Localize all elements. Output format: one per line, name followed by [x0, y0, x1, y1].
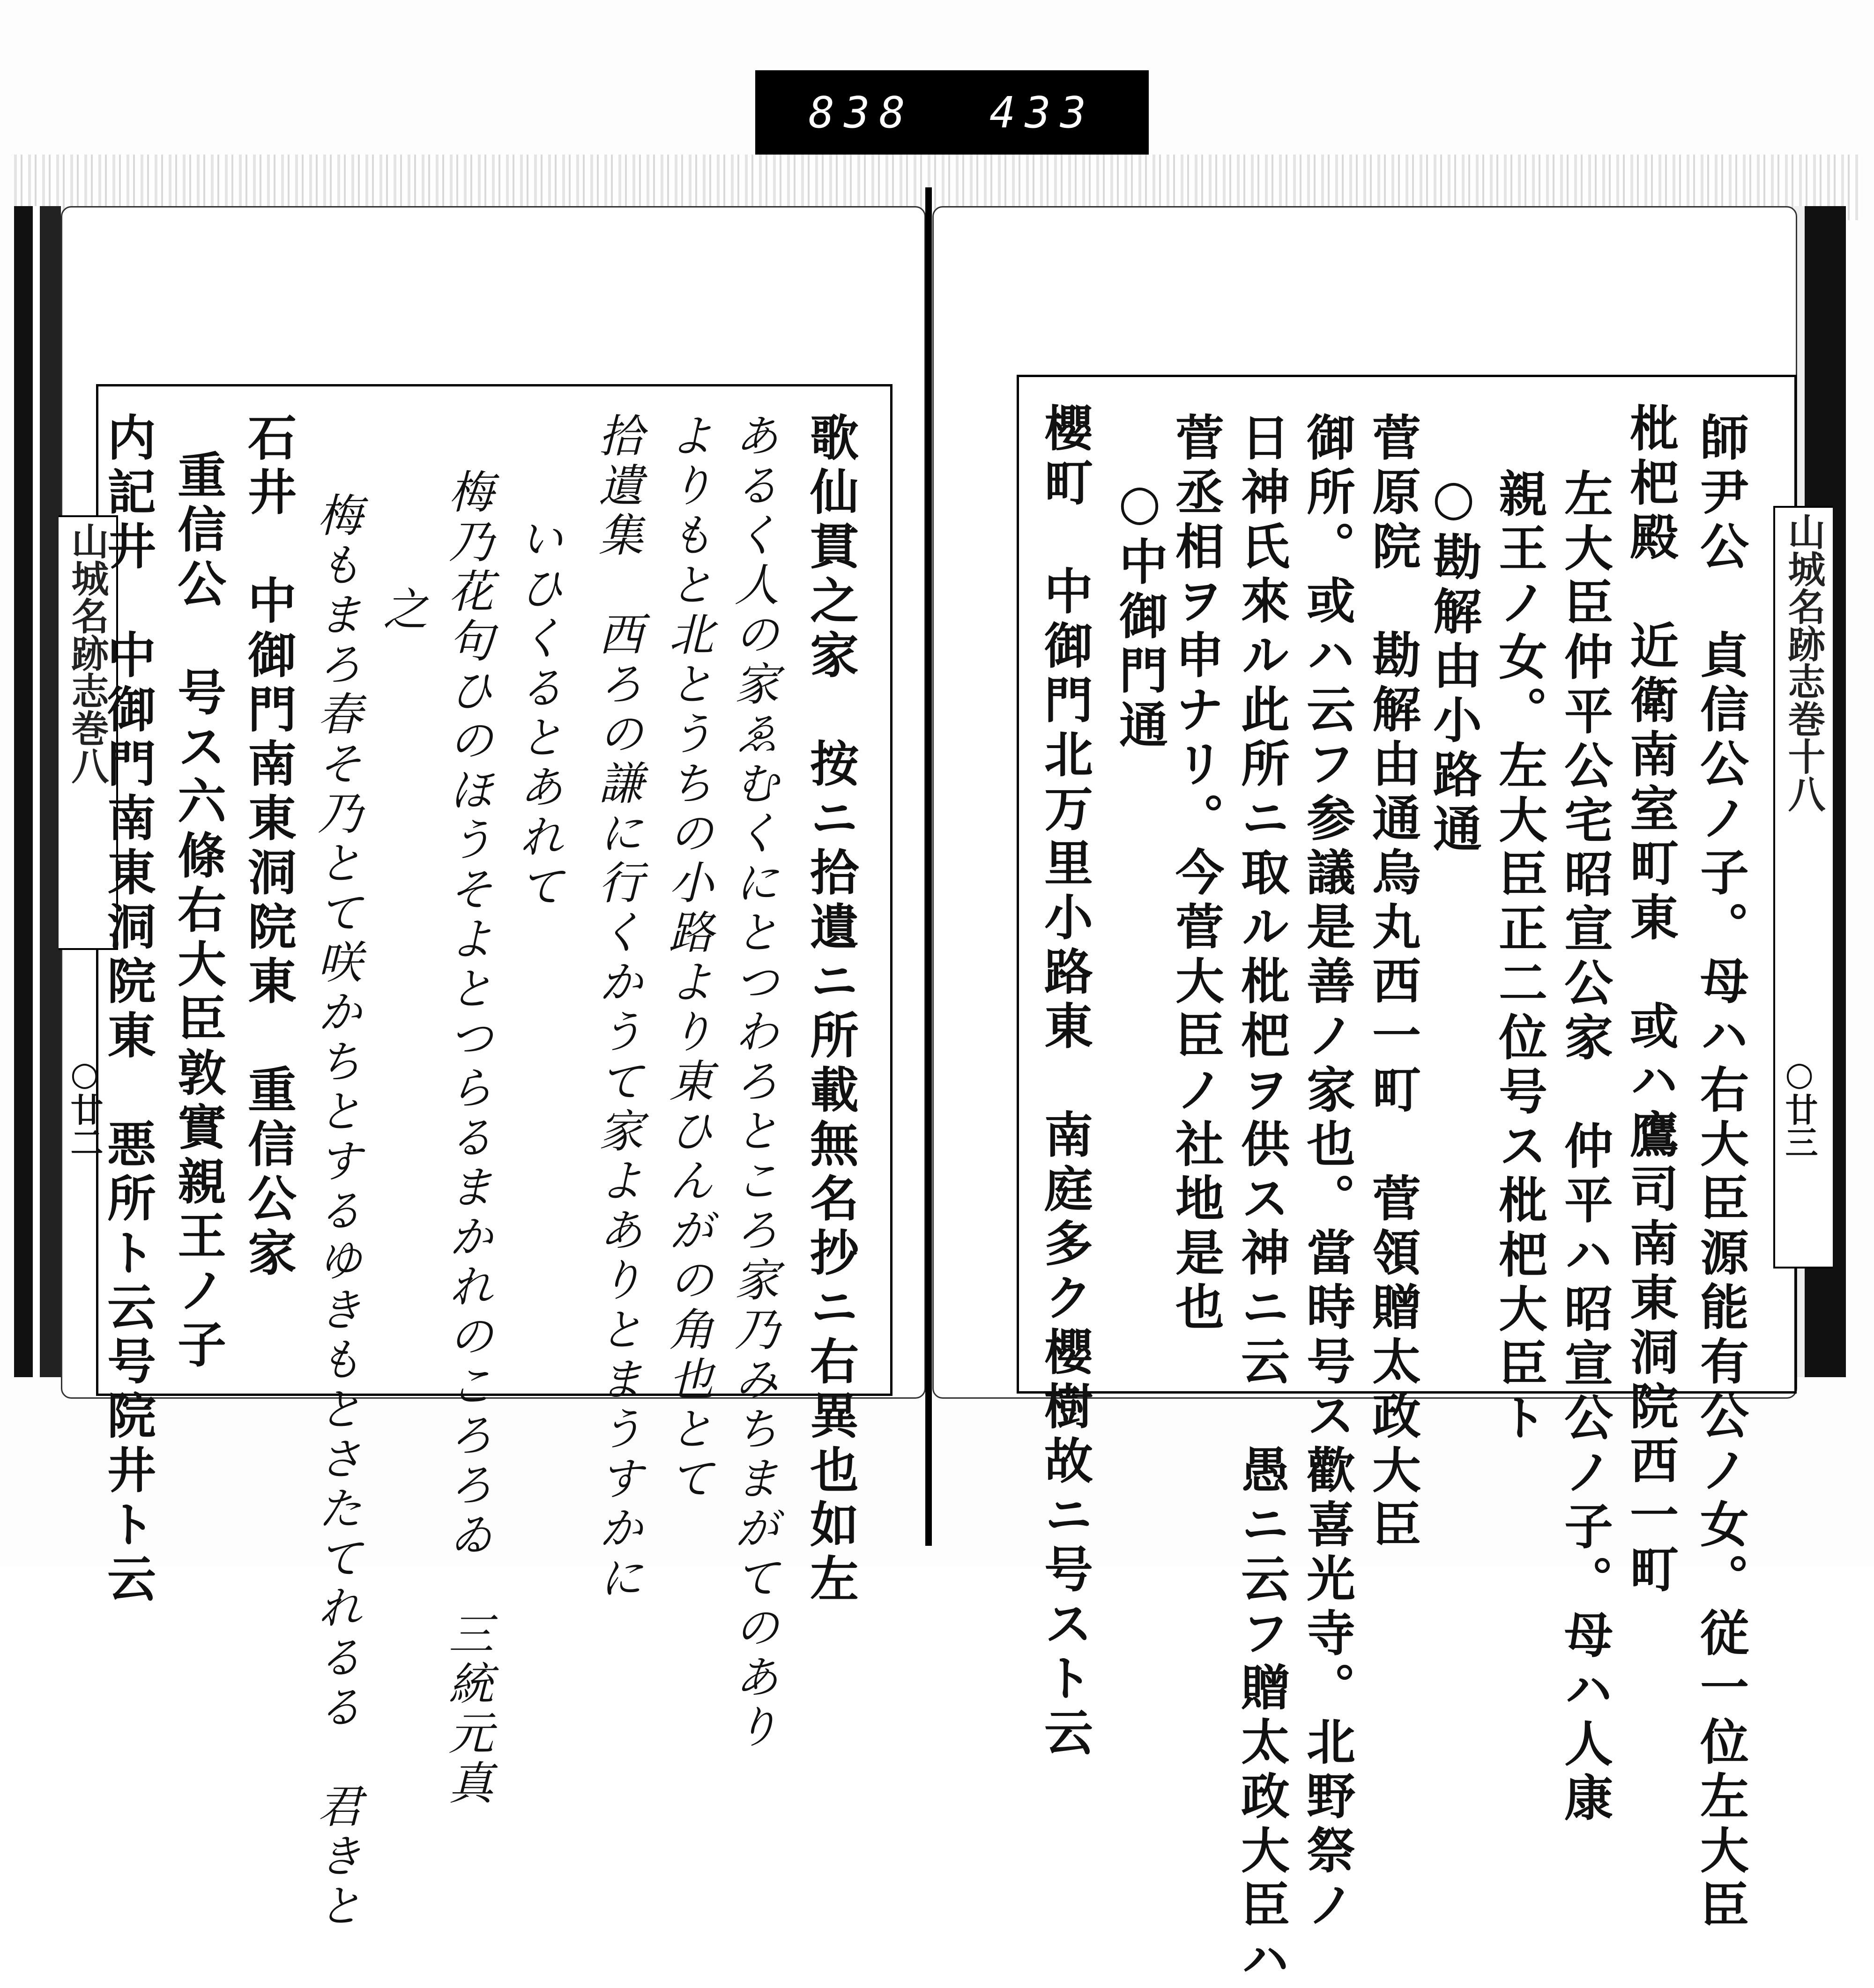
right-column-10: ○中御門通 [1111, 473, 1168, 754]
left-column-6: 梅乃花句ひのほうそよとつらるまかれのころろゐ 三統元真 [441, 468, 494, 1809]
left-column-2: あるく人の家ゑむくにとつわろところ家乃みちまがてのあり [727, 412, 780, 1753]
right-column-8: 日神氏來ル此所ニ取ル枇杷ヲ供ス神ニ云 愚ニ云フ贈太政大臣ハ [1233, 412, 1290, 1988]
left-side-tab: 山城名跡志巻八 [59, 515, 118, 950]
right-column-11: 櫻町 中御門北万里小路東 南庭多ク櫻樹故ニ号スト云 [1036, 403, 1093, 1761]
frame-counter [755, 70, 1149, 155]
left-column-9: 石井 中御門南東洞院東 重信公家 [239, 412, 297, 1282]
book-gutter [925, 187, 932, 1546]
left-column-5: いひくるとあれて [512, 515, 564, 912]
right-side-tab: 山城名跡志巻十八 [1773, 506, 1833, 1268]
right-column-1: 師尹公 貞信公ノ子。母ハ右大臣源能有公ノ女。従一位左大臣 [1692, 412, 1749, 1934]
right-column-9: 菅丞相ヲ申ナリ。今菅大臣ノ社地是也 [1167, 412, 1225, 1336]
book-edge-left [14, 206, 61, 1377]
right-folio: ○廿三 [1780, 1054, 1819, 1158]
right-column-2: 枇杷殿 近衛南室町東 或ハ鷹司南東洞院西一町 [1621, 403, 1679, 1598]
left-column-3: よりもと北とうちの小路より東ひんがの角也とて [662, 412, 714, 1505]
left-column-4: 拾遺集 西ろの謙に行くかうて家よありとまうすかに [591, 412, 644, 1604]
left-column-11: 内記井 中御門南東洞院東 悪所ト云号院井ト云 [99, 412, 156, 1608]
counter-right: 433 [989, 87, 1096, 138]
counter-left: 838 [808, 87, 915, 138]
left-column-7: 之 [376, 586, 428, 635]
right-column-4: 親王ノ女。左大臣正二位号ス枇杷大臣ト [1490, 468, 1548, 1446]
right-column-6: 菅原院 勘解由通烏丸西一町 菅領贈太政大臣 [1364, 412, 1421, 1553]
right-column-5: ○勘解由小路通 [1425, 468, 1482, 858]
left-folio: ○廿二 [65, 1054, 104, 1158]
right-column-3: 左大臣仲平公宅昭宣公家 仲平ハ昭宣公ノ子。母ハ人康 [1556, 468, 1614, 1827]
right-column-7: 御所。或ハ云フ参議是善ノ家也。當時号ス歡喜光寺。北野祭ノ [1298, 412, 1356, 1934]
left-column-10: 重信公 号ス六條右大臣敦實親王ノ子 [169, 450, 227, 1373]
left-column-8: 梅もまろ春そ乃とて咲かちとするゆきもとさたてれるる 君きと [310, 492, 363, 1932]
left-column-1: 歌仙貫之家 按ニ拾遺ニ所載無名抄ニ右異也如左 [802, 412, 859, 1608]
